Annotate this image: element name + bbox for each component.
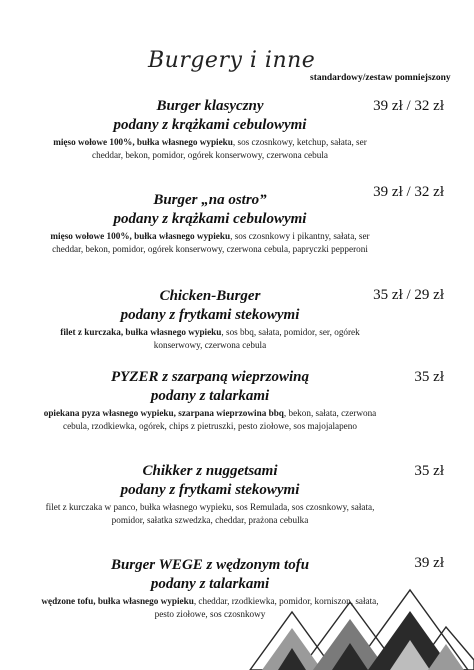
item-name-line2: podany z frytkami stekowymi: [120, 307, 300, 323]
item-description-rest: , cheddar, rzodkiewka, pomidor, korniszon, sałata, pesto ziołowe, sos czosnkowy: [154, 596, 379, 619]
item-description-rest: , sos czosnkowy, ketchup, sałata, ser cheddar, bekon, pomidor, ogórek konserwowy, czerwona cebula: [92, 137, 367, 160]
item-name-line1: PYZER z szarpaną wieprzowiną: [111, 369, 309, 385]
item-description-rest: , sos czosnkowy i pikantny, sałata, ser cheddar, bekon, pomidor, ogórek konserwowy, czerwona cebula, papryczki pepperoni: [52, 231, 370, 254]
item-price: 39 zł / 32 zł: [373, 98, 444, 114]
item-price: 35 zł: [414, 463, 444, 479]
item-description-rest: filet z kurczaka w panco, bułka własnego wypieku, sos Remulada, sos czosnkowy, sałata, pomidor, sałatka szwedzka, cheddar, prażona cebulka: [45, 502, 375, 525]
item-name-line2: podany z talarkami: [150, 576, 270, 592]
item-name-line2: podany z krążkami cebulowymi: [113, 117, 307, 133]
item-name-line1: Burger WEGE z wędzonym tofu: [110, 557, 310, 573]
item-description-main: filet z kurczaka, bułka własnego wypieku: [60, 327, 222, 337]
size-legend: standardowy/zestaw pomniejszony: [310, 73, 451, 83]
menu-section-title: Burgery i inne: [148, 48, 316, 73]
item-description-main: opiekana pyza własnego wypieku, szarpana wieprzowina bbq: [43, 408, 284, 418]
item-name-line2: podany z talarkami: [150, 388, 270, 404]
item-price: 39 zł / 32 zł: [373, 184, 444, 200]
item-name-line2: podany z frytkami stekowymi: [120, 482, 300, 498]
item-price: 35 zł / 29 zł: [373, 287, 444, 303]
item-name-line1: Burger „na ostro”: [153, 192, 267, 208]
item-description-main: mięso wołowe 100%, bułka własnego wypieku: [53, 137, 233, 147]
item-description-rest: , sos bbq, sałata, pomidor, ser, ogórek konserwowy, czerwona cebula: [153, 327, 360, 350]
item-description-main: wędzone tofu, bułka własnego wypieku: [41, 596, 194, 606]
item-description-main: mięso wołowe 100%, bułka własnego wypieku: [50, 231, 231, 241]
item-description-rest: , bekon, sałata, czerwona cebula, rzodkiewka, ogórek, chips z pietruszki, pesto ziołowe, sos majojalapeno: [63, 408, 377, 431]
item-name-line2: podany z krążkami cebulowymi: [113, 211, 307, 227]
item-name-line1: Chikker z nuggetsami: [142, 463, 278, 479]
item-price: 39 zł: [414, 555, 444, 571]
item-name-line1: Chicken-Burger: [159, 288, 261, 304]
item-price: 35 zł: [414, 369, 444, 385]
item-name-line1: Burger klasyczny: [156, 98, 264, 114]
